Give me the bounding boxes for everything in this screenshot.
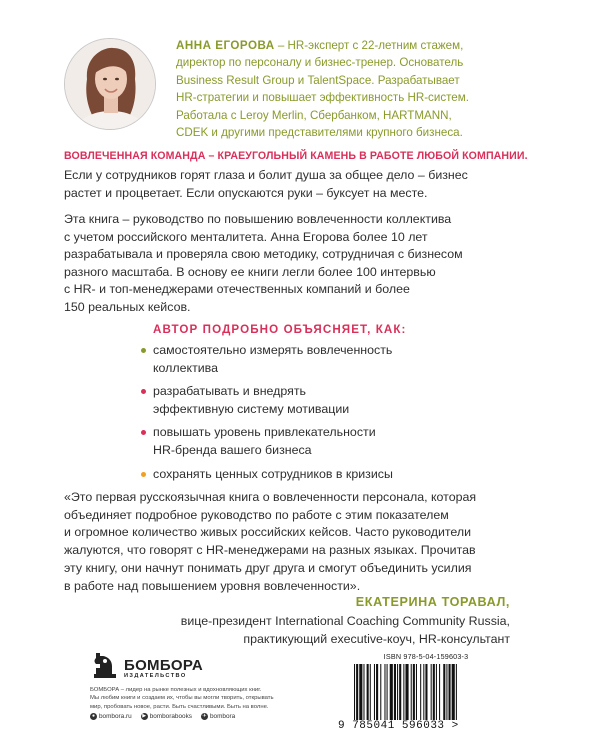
quote-author-name: ЕКАТЕРИНА ТОРАВАЛ, — [355, 595, 510, 609]
intro-line: Если у сотрудников горят глаза и болит душа за общее дело – бизнес — [64, 168, 468, 182]
about-line: с HR- и топ-менеджерами отечественных компаний и более — [64, 282, 410, 297]
quote-line: и огромное количество живых российских кейсов. Часто руководители — [64, 525, 472, 540]
quote-line: эту книгу, они начнут понимать друг друга и смогут объединить усилия — [64, 560, 472, 575]
barcode-bar — [374, 664, 375, 720]
about-line: разного масштаба. В основу ее книги легли более 100 интервью — [64, 264, 436, 279]
headline: ВОВЛЕЧЕННАЯ КОМАНДА – КРАЕУГОЛЬНЫЙ КАМЕНЬ В РАБОТЕ ЛЮБОЙ КОМПАНИИ. — [64, 150, 528, 162]
barcode-bar — [380, 664, 381, 720]
barcode-digits: 9 785041 596033 > — [338, 720, 459, 732]
barcode-bar — [367, 664, 369, 720]
role-line: вице-президент International Coaching Community Russia, — [180, 614, 510, 628]
barcode-bar — [423, 664, 424, 720]
social-link-website[interactable] — [90, 713, 132, 720]
list-item-line: повышать уровень привлекательности — [153, 425, 376, 440]
publisher-name: БОМБОРА — [124, 657, 204, 674]
barcode-bar — [452, 664, 455, 720]
bio-line: директор по персоналу и бизнес-тренер. Основатель — [176, 56, 464, 70]
barcode-bar — [431, 664, 432, 720]
author-name: АННА ЕГОРОВА — [176, 39, 275, 52]
bombora-logo-icon — [90, 652, 120, 680]
publisher-description — [90, 686, 320, 711]
list-item-line: сохранять ценных сотрудников в кризисы — [153, 466, 393, 481]
publisher-socials — [90, 713, 235, 720]
quote-line: в работе над повышением уровня вовлеченности». — [64, 578, 361, 593]
barcode-bar — [376, 664, 378, 720]
barcode-image — [350, 664, 510, 722]
barcode-bar — [425, 664, 427, 720]
barcode-bar — [449, 664, 451, 720]
author-portrait-image — [65, 39, 156, 130]
list-item — [141, 466, 471, 484]
list-item-line: самостоятельно измерять вовлеченность — [153, 343, 393, 357]
list-item-line: HR-бренда вашего бизнеса — [153, 442, 312, 457]
barcode-bar — [394, 664, 396, 720]
barcode-block — [338, 652, 514, 736]
desc-line: БОМБОРА – лидер на рынке полезных и вдохновляющих книг. — [90, 687, 262, 693]
barcode-bar — [443, 664, 445, 720]
barcode-bar — [436, 664, 437, 720]
barcode-bar — [420, 664, 421, 720]
bio-line: – HR-эксперт с 22-летним стажем, — [274, 39, 464, 52]
intro-paragraph — [64, 167, 534, 202]
list-item — [141, 424, 471, 459]
about-line: с учетом российского менталитета. Анна Егорова более 10 лет — [64, 229, 428, 244]
bullet-dot-icon — [141, 389, 146, 394]
social-link-video[interactable] — [141, 713, 192, 720]
barcode-bar — [387, 664, 388, 720]
barcode-bar — [363, 664, 364, 720]
barcode-bar — [370, 664, 371, 720]
social-label: bombora — [209, 713, 236, 720]
barcode-bar — [446, 664, 447, 720]
list-item-line: разрабатывать и внедрять — [153, 384, 306, 399]
barcode-bar — [356, 664, 358, 720]
barcode-bar — [384, 664, 385, 720]
barcode-bar — [399, 664, 401, 720]
social-label: bomborabooks — [149, 713, 192, 720]
bullet-dot-icon — [141, 430, 146, 435]
barcode-bar — [456, 664, 457, 720]
social-link-messenger[interactable] — [201, 713, 235, 720]
list-item — [141, 383, 471, 418]
barcode-bar — [439, 664, 440, 720]
barcode-bar — [433, 664, 435, 720]
publisher-subtitle: ИЗДАТЕЛЬСТВО — [124, 673, 187, 679]
isbn-text: ISBN 978-5-04-159603-3 — [383, 652, 469, 661]
bullet-dot-icon — [141, 472, 146, 477]
quote-author-role — [150, 613, 510, 648]
about-paragraph — [64, 211, 534, 317]
bullet-dot-icon — [141, 348, 146, 353]
intro-line: растет и процветает. Если опускаются руки – буксует на месте. — [64, 185, 428, 200]
author-photo — [64, 38, 156, 130]
barcode-bar — [359, 664, 362, 720]
list-item-line: коллектива — [153, 360, 219, 375]
barcode-bar — [397, 664, 398, 720]
benefits-list — [141, 342, 471, 483]
list-title: АВТОР ПОДРОБНО ОБЪЯСНЯЕТ, КАК: — [153, 323, 407, 336]
list-item-line: эффективную систему мотивации — [153, 401, 350, 416]
bio-line: CDEK и другими представителями крупного бизнеса. — [176, 126, 463, 140]
about-line: 150 реальных кейсов. — [64, 299, 191, 314]
list-item — [141, 342, 471, 377]
globe-icon: ● — [91, 713, 96, 719]
quote-line: объединяет подробное руководство по работе с этим показателем — [64, 507, 449, 522]
barcode-bar — [390, 664, 393, 720]
bio-line: HR-стратегии и повышает эффективность HR-систем. — [176, 91, 469, 105]
testimonial-quote — [64, 489, 538, 595]
barcode-bar — [405, 664, 408, 720]
author-bio — [176, 37, 554, 141]
barcode-bar — [354, 664, 355, 720]
about-line: Эта книга – руководство по повышению вовлеченности коллектива — [64, 212, 452, 226]
barcode-bar — [413, 664, 415, 720]
barcode-bar — [403, 664, 404, 720]
bio-line: Business Result Group и TalentSpace. Разрабатывает — [176, 73, 460, 87]
barcode-bar — [416, 664, 417, 720]
quote-line: «Это первая русскоязычная книга о вовлеченности персонала, которая — [64, 490, 477, 504]
about-line: разрабатывала и проверяла свою методику, сотрудничая с бизнесом — [64, 247, 463, 262]
barcode-bar — [411, 664, 412, 720]
social-label: bombora.ru — [99, 713, 132, 720]
quote-line: жалуются, что говорят с HR-менеджерами на разных языках. Прочитав — [64, 543, 476, 558]
desc-line: Мы любим книги и создаем их, чтобы вы могли творить, открывать — [90, 695, 274, 702]
video-icon: ▶ — [142, 713, 147, 719]
bio-line: Работала с Leroy Merlin, Сбербанком, HARTMANN, — [176, 108, 452, 122]
vk-telegram-icon: ✈ — [202, 713, 207, 719]
desc-line: мир, пробовать новое, расти. Быть счастливыми. Быть на волне. — [90, 703, 269, 710]
role-line: практикующий executive-коуч, HR-консультант — [243, 631, 510, 646]
